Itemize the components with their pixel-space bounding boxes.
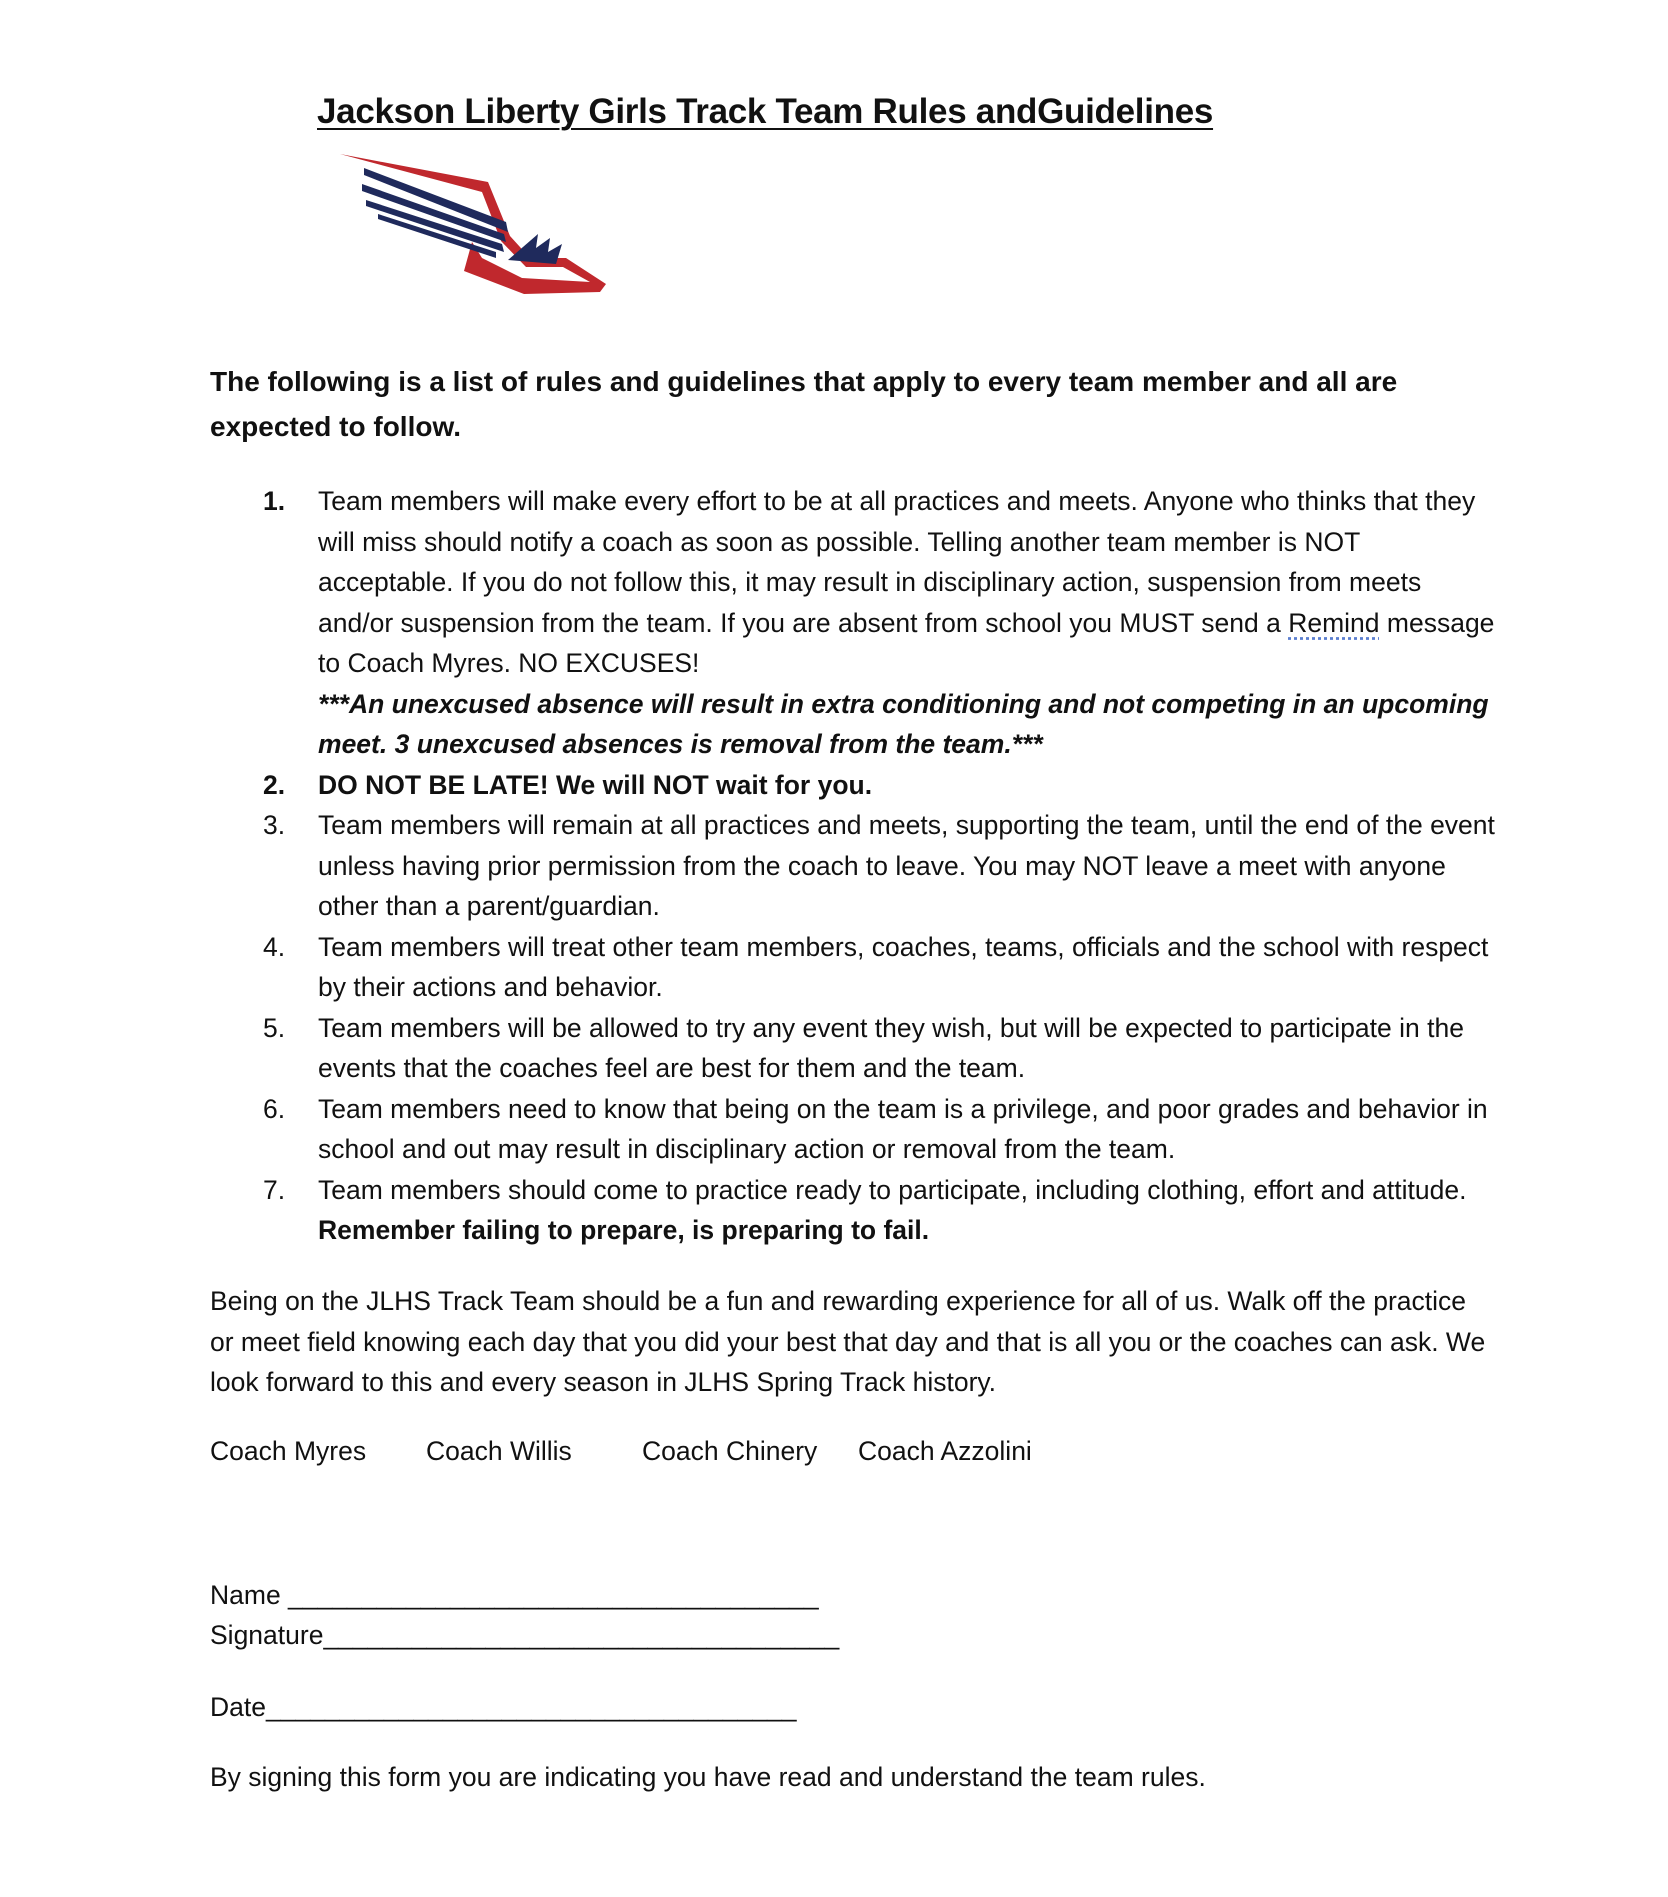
logo-stripe-3: [366, 200, 504, 252]
rule-item: [210, 1170, 1500, 1251]
rule-number: 5.: [263, 1012, 286, 1043]
rule-item: [210, 765, 1500, 806]
document-title: Jackson Liberty Girls Track Team Rules andGuidelines: [317, 92, 1214, 131]
signature-field[interactable]: Signature___________________________________: [210, 1620, 840, 1650]
coach-name: Coach Myres: [210, 1436, 367, 1466]
rule-bold-text: Remember failing to prepare, is preparing to fail.: [318, 1215, 930, 1245]
date-field[interactable]: Date____________________________________: [210, 1692, 797, 1722]
rule-text: Team members will be allowed to try any event they wish, but will be expected to participate in the events that the coaches feel are best for them and the team.: [318, 1012, 1464, 1083]
closing-paragraph: Being on the JLHS Track Team should be a fun and rewarding experience for all of us. Walk off the practice or meet field knowing each day that you did your best that day and that is all you or the coaches can ask. We look forward to this and every season in JLHS Spring Track history.: [210, 1286, 1486, 1397]
winged-shoe-logo-icon: [338, 148, 612, 294]
rule-number: 1.: [263, 486, 286, 516]
coach-name: Coach Azzolini: [858, 1436, 1032, 1466]
rule-number: 3.: [263, 810, 286, 840]
rule-text: Team members will make every effort to be at all practices and meets. Anyone who thinks that they will miss should notify a coach as soon as possible. Telling another team member is NOT acceptable. If you do not follow this, it may result in disciplinary action, suspension from meets and/or suspension from the team. If you are absent from school you MUST send a: [318, 486, 1476, 638]
rule-number: 7.: [263, 1174, 286, 1205]
rule-text: message to Coach Myres. NO EXCUSES!: [318, 607, 1495, 678]
rule-text: Team members will treat other team members, coaches, teams, officials and the school with respect by their actions and behavior.: [318, 931, 1489, 1002]
rule-number: 4.: [263, 931, 286, 962]
rule-item: [210, 805, 1500, 927]
rule-emphasis: ***An unexcused absence will result in extra conditioning and not competing in an upcoming meet. 3 unexcused absences is removal from the team.***: [318, 688, 1489, 759]
rule-text: Team members need to know that being on the team is a privilege, and poor grades and behavior in school and out may result in disciplinary action or removal from the team.: [318, 1093, 1488, 1164]
rule-item: [210, 927, 1500, 1008]
logo-stripe-4: [378, 214, 496, 258]
name-field[interactable]: Name ____________________________________: [210, 1580, 819, 1610]
rules-list: [210, 481, 1500, 1251]
rule-number: 2.: [263, 769, 286, 800]
rule-text: Team members will remain at all practices and meets, supporting the team, until the end of the event unless having prior permission from the coach to leave. You may NOT leave a meet with anyone other than a parent/guardian.: [318, 810, 1495, 921]
rule-text: DO NOT BE LATE! We will NOT wait for you.: [318, 769, 873, 800]
remind-app-name: Remind: [1288, 607, 1380, 638]
rule-item: [210, 1089, 1500, 1170]
coach-name: Coach Chinery: [642, 1436, 818, 1466]
rule-item: [210, 481, 1500, 765]
intro-text: The following is a list of rules and guidelines that apply to every team member and all are expected to follow.: [210, 366, 1398, 442]
rule-number: 6.: [263, 1093, 286, 1124]
rule-item: [210, 1008, 1500, 1089]
rule-text: Team members should come to practice ready to participate, including clothing, effort and attitude.: [318, 1174, 1467, 1205]
signing-note: By signing this form you are indicating you have read and understand the team rules.: [210, 1762, 1206, 1792]
coach-name: Coach Willis: [426, 1436, 572, 1466]
